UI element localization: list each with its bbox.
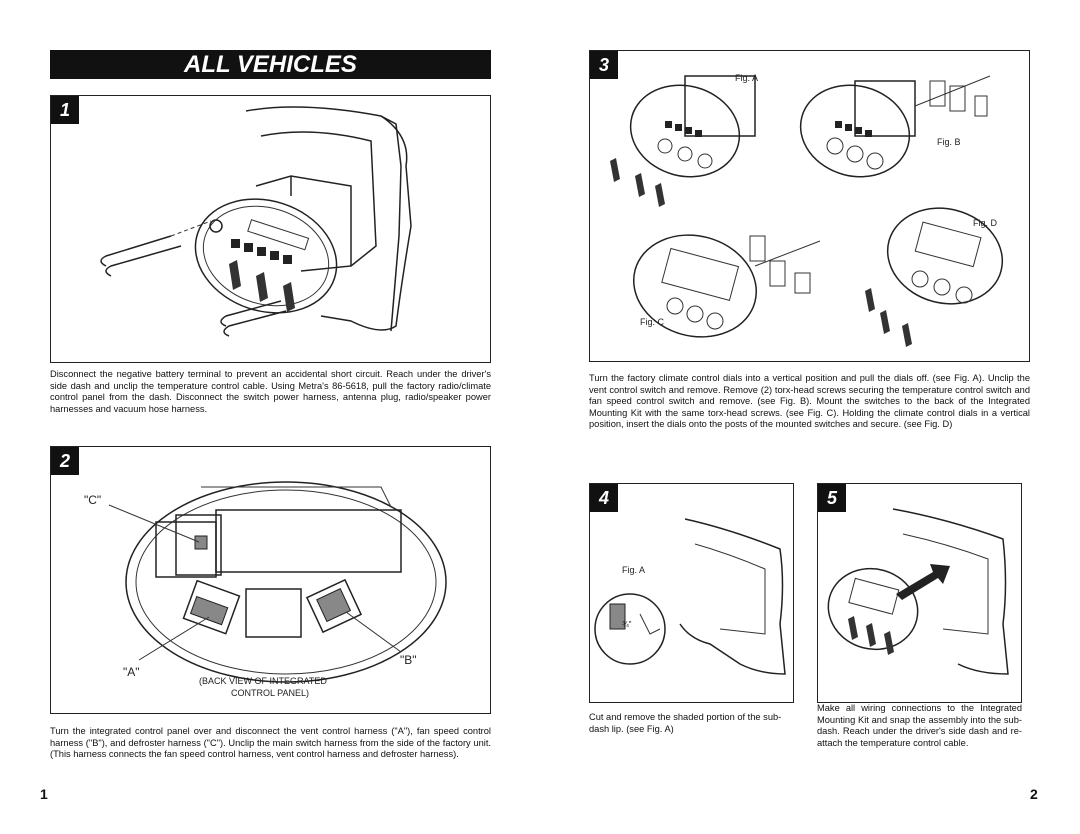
- step-4-figure-frame: [589, 483, 794, 703]
- step-1-number: 1: [51, 96, 79, 124]
- figure-caption-line-1: (BACK VIEW OF INTEGRATED: [199, 676, 327, 686]
- step-3-text: Turn the factory climate control dials into a vertical position and pull the dials off. (see Fig. A). Unclip the vent control switch and remove. Remove (2) torx-head screws securing the temperature control switch and fan speed control switch and remove. (see Fig. B). Mount the switches to the back of the Integrated Mounting Kit with the same torx-head screws. (see Fig. C). Holding the climate control dials in a vertical position, insert the dials onto the posts of the mounted switches and secure. (see Fig. D): [589, 373, 1030, 430]
- fig-b-label: Fig. B: [937, 137, 961, 147]
- page-number-right: 2: [1030, 786, 1038, 802]
- step-3-number: 3: [590, 51, 618, 79]
- label-b: "B": [400, 653, 417, 667]
- fig-d-label: Fig. D: [973, 218, 998, 228]
- step-1-text: Disconnect the negative battery terminal to prevent an accidental short circuit. Reach under the driver's side dash and unclip the temperature control cable. Using Metra's 86-5618, pull the factory radio/climate control panel from the dash. Disconnect the switch power harness, antenna plug, radio/speaker power harnesses and vacuum hose harness.: [50, 369, 491, 414]
- label-c: "C": [84, 493, 102, 507]
- step-5-illustration: [818, 484, 1023, 704]
- step-4-fig-label: Fig. A: [622, 565, 646, 575]
- step-4-illustration: [590, 484, 795, 704]
- page-title: ALL VEHICLES: [50, 50, 491, 79]
- measurement-label: ¾": [622, 620, 632, 629]
- fig-a-label: Fig. A: [735, 73, 759, 83]
- step-4-number: 4: [590, 484, 618, 512]
- step-2-figure-frame: [50, 446, 491, 714]
- step-1-illustration: [51, 96, 492, 364]
- figure-caption-line-2: CONTROL PANEL): [231, 688, 310, 698]
- step-4-text: Cut and remove the shaded portion of the sub-dash lip. (see Fig. A): [589, 712, 782, 734]
- step-5-number: 5: [818, 484, 846, 512]
- page-number-left: 1: [40, 786, 48, 802]
- step-5-figure-frame: [817, 483, 1022, 703]
- step-1-figure-frame: [50, 95, 491, 363]
- step-2-illustration: [51, 447, 492, 715]
- fig-c-label: Fig. C: [640, 317, 665, 327]
- step-5-text: Make all wiring connections to the Integrated Mounting Kit and snap the assembly into the sub-dash. Reach under the driver's side dash and re-attach the temperature control cable.: [817, 703, 1022, 748]
- step-2-number: 2: [51, 447, 79, 475]
- step-3-figure-frame: [589, 50, 1030, 362]
- step-2-text: Turn the integrated control panel over and disconnect the vent control harness ("A"), fan speed control harness ("B"), and defroster harness ("C"). Unclip the main switch harness from the side of the factory unit. (This harness connects the fan speed control harness, vent control harness and defroster harness).: [50, 726, 491, 760]
- label-a: "A": [123, 665, 140, 679]
